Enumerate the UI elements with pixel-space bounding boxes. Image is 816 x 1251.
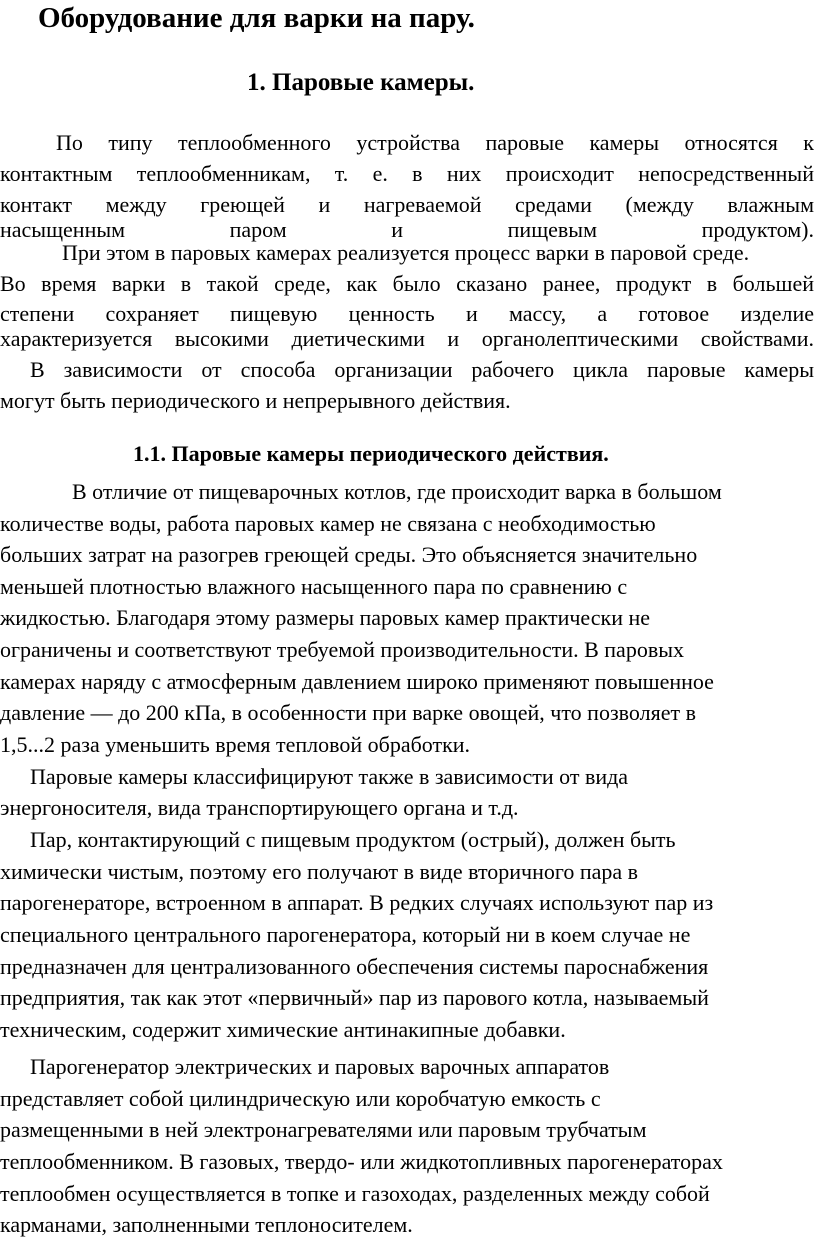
paragraph-line: степени сохраняет пищевую ценность и массу, а готовое изделие bbox=[0, 301, 814, 326]
paragraph-line: техническим, содержит химические антинакипные добавки. bbox=[0, 1017, 566, 1042]
paragraph-line: меньшей плотностью влажного насыщенного пара по сравнению с bbox=[0, 574, 628, 599]
paragraph-line: жидкостью. Благодаря этому размеры паровых камер практически не bbox=[0, 605, 650, 630]
paragraph-line: больших затрат на разогрев греющей среды. Это объясняется значительно bbox=[0, 542, 698, 567]
paragraph-line: теплообменником. В газовых, твердо- или жидкотопливных парогенераторах bbox=[0, 1149, 723, 1174]
paragraph-line: предназначен для централизованного обеспечения системы пароснабжения bbox=[0, 954, 709, 979]
paragraph-line: химически чистым, поэтому его получают в виде вторичного пара в bbox=[0, 859, 639, 884]
paragraph-line: парогенераторе, встроенном в аппарат. В редких случаях используют пар из bbox=[0, 890, 714, 915]
paragraph-line: камерах наряду с атмосферным давлением широко применяют повышенное bbox=[0, 669, 714, 694]
paragraph-line: ограничены и соответствуют требуемой производительности. В паровых bbox=[0, 637, 684, 662]
paragraph-line: теплообмен осуществляется в топке и газоходах, разделенных между собой bbox=[0, 1181, 710, 1206]
paragraph-line: контакт между греющей и нагреваемой средами (между влажным bbox=[0, 192, 814, 217]
paragraph-line: Пар, контактирующий с пищевым продуктом (острый), должен быть bbox=[30, 827, 676, 852]
paragraph-line: Паровые камеры классифицируют также в зависимости от вида bbox=[30, 764, 629, 789]
paragraph-line: давление — до 200 кПа, в особенности при варке овощей, что позволяет в bbox=[0, 700, 696, 725]
paragraph-line: В отличие от пищеварочных котлов, где происходит варка в большом bbox=[72, 479, 722, 504]
paragraph-line: специального центрального парогенератора, который ни в коем случае не bbox=[0, 922, 691, 947]
section-heading: 1. Паровые камеры. bbox=[247, 69, 475, 96]
paragraph-line: 1,5...2 раза уменьшить время тепловой обработки. bbox=[0, 732, 471, 757]
paragraph-line: контактным теплообменникам, т. е. в них происходит непосредственный bbox=[0, 161, 814, 186]
paragraph-line: Во время варки в такой среде, как было сказано ранее, продукт в большей bbox=[0, 271, 814, 296]
paragraph-line: количестве воды, работа паровых камер не связана с необходимостью bbox=[0, 511, 656, 536]
paragraph-line: При этом в паровых камерах реализуется процесс варки в паровой среде. bbox=[62, 240, 750, 265]
paragraph-line: В зависимости от способа организации рабочего цикла паровые камеры bbox=[30, 357, 814, 382]
document-title: Оборудование для варки на пару. bbox=[38, 2, 475, 34]
paragraph-line: насыщенным паром и пищевым продуктом). bbox=[0, 217, 814, 242]
paragraph-line: предприятия, так как этот «первичный» пар из парового котла, называемый bbox=[0, 985, 709, 1010]
paragraph-line: энергоносителя, вида транспортирующего органа и т.д. bbox=[0, 795, 519, 820]
paragraph-line: По типу теплообменного устройства паровые камеры относятся к bbox=[56, 130, 814, 155]
paragraph-line: могут быть периодического и непрерывного действия. bbox=[0, 388, 511, 413]
paragraph-line: карманами, заполненными теплоносителем. bbox=[0, 1212, 413, 1237]
paragraph-line: характеризуется высокими диетическими и органолептическими свойствами. bbox=[0, 326, 814, 351]
paragraph-line: Парогенератор электрических и паровых варочных аппаратов bbox=[30, 1054, 610, 1079]
paragraph-line: размещенными в ней электронагревателями или паровым трубчатым bbox=[0, 1117, 647, 1142]
paragraph-line: представляет собой цилиндрическую или коробчатую емкость с bbox=[0, 1086, 601, 1111]
subsection-heading: 1.1. Паровые камеры периодического действия. bbox=[133, 441, 609, 466]
